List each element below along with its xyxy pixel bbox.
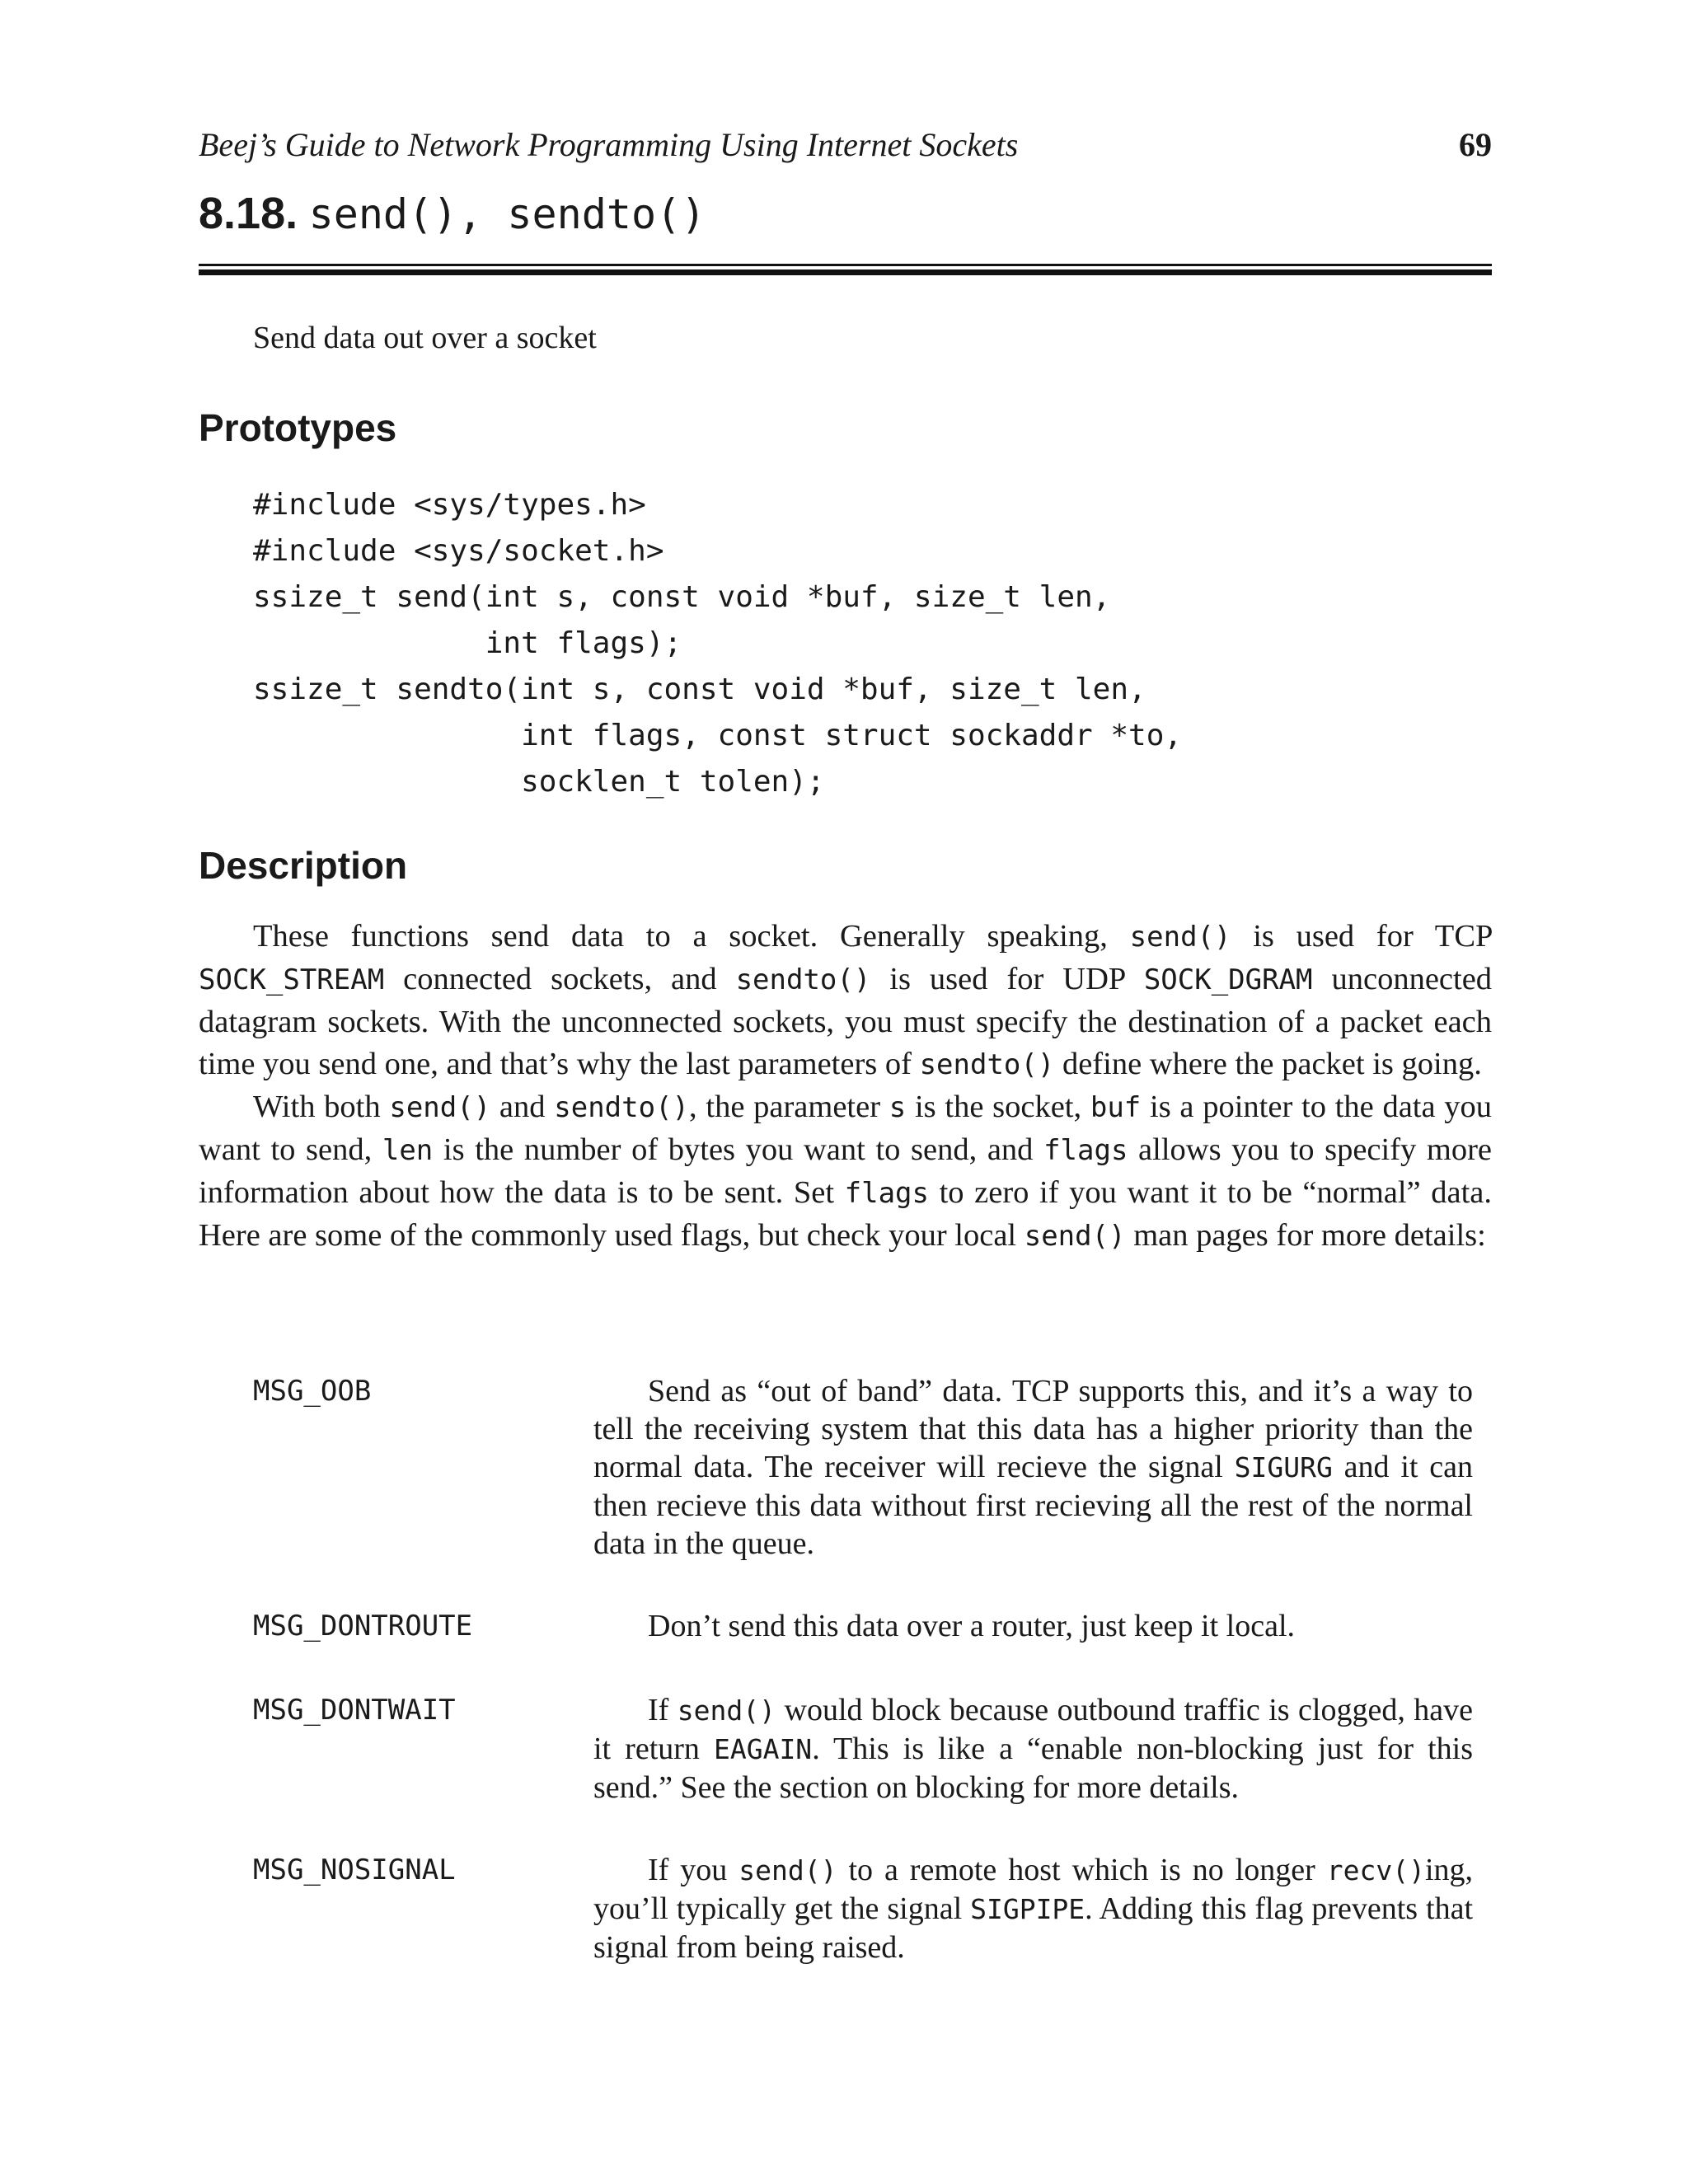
flag-description: If send() would block because outbound traffic is clogged, have it return EAGAIN. This is like a “enable non-blocking just for this send.” See the section on blocking for more details.	[593, 1693, 1474, 1805]
description-paragraph-2: With both send() and sendto(), the parameter s is the socket, buf is a pointer to the data you want to send, len is the number of bytes you want to send, and flags allows you to specify more information about how the data is to be sent. Set flags to zero if you want it to be “normal” data. Here are some of the commonly used flags, but check your local send() man pages for more details:	[199, 1090, 1493, 1253]
summary-line: Send data out over a socket	[253, 321, 597, 355]
running-header	[199, 125, 1492, 171]
flag-name: MSG_NOSIGNAL	[253, 1854, 456, 1886]
flags-list	[253, 1372, 1473, 1966]
prototypes-heading: Prototypes	[199, 406, 397, 449]
description-body	[199, 916, 1492, 1258]
description-paragraph-1: These functions send data to a socket. Generally speaking, send() is used for TCP SOCK_STREAM connected sockets, and sendto() is used for UDP SOCK_DGRAM unconnected datagram sockets. With the unconnected sockets, you must specify the destination of a packet each time you send one, and that’s why the last parameters of sendto() define where the packet is going.	[199, 919, 1493, 1081]
heading-rule-thin	[199, 264, 1492, 266]
description-heading: Description	[199, 844, 408, 887]
flag-description: Don’t send this data over a router, just keep it local.	[648, 1609, 1296, 1643]
flag-description: If you send() to a remote host which is no longer recv()ing, you’ll typically get the signal SIGPIPE. Adding this flag prevents that signal from being raised.	[593, 1853, 1474, 1965]
page-number: 69	[1459, 126, 1492, 163]
heading-rule-thick	[199, 269, 1492, 275]
flag-item	[253, 1372, 1473, 1563]
prototypes-code-block: #include <sys/types.h> #include <sys/socket.h> ssize_t send(int s, const void *buf, size_t len, int flags); ssize_t sendto(int s, const void *buf, size_t len, int flags, const struct sockaddr *to, socklen_t tolen);	[253, 488, 1183, 799]
flag-description: Send as “out of band” data. TCP supports this, and it’s a way to tell the receiving system that this data has a higher priority than the normal data. The receiver will recieve the signal SIGURG and it can then recieve this data without first recieving all the rest of the normal data in the queue.	[593, 1374, 1473, 1561]
flag-name: MSG_DONTROUTE	[253, 1610, 473, 1643]
flag-name: MSG_OOB	[253, 1375, 372, 1408]
section-heading	[199, 188, 706, 239]
flag-item	[253, 1851, 1473, 1966]
flag-name: MSG_DONTWAIT	[253, 1694, 456, 1727]
flag-item	[253, 1607, 1473, 1645]
book-title: Beej’s Guide to Network Programming Using Internet Sockets	[199, 126, 1019, 163]
section-number: 8.18.	[199, 189, 298, 238]
flag-item	[253, 1691, 1473, 1807]
section-title: send(), sendto()	[308, 190, 706, 238]
